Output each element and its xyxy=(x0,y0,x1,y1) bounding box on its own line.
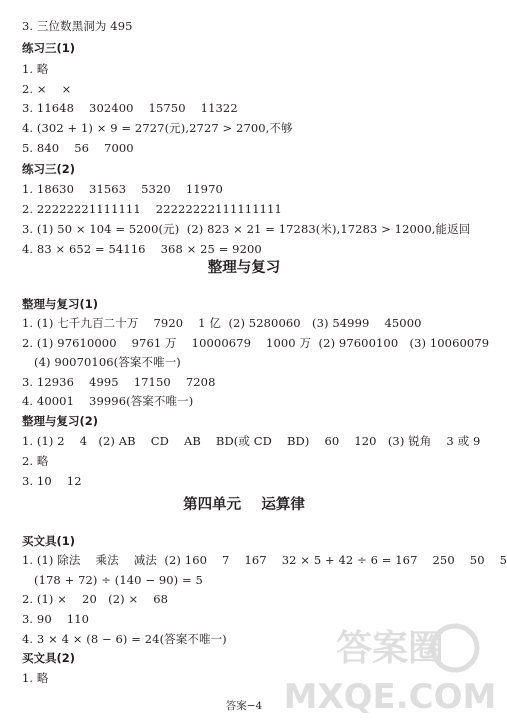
answer-line: 1. (1) 2 4 (2) AB CD AB BD(或 CD BD) 60 120 (3) 锐角 3 或 9 xyxy=(22,434,481,448)
answer-line: 4. 83 × 652 = 54116 368 × 25 = 9200 xyxy=(22,242,262,256)
watermark-brand: 答案圈 xyxy=(335,628,445,669)
exercise-heading: 练习三(2) xyxy=(22,162,76,176)
answer-line: 1. 18630 31563 5320 11970 xyxy=(22,182,223,196)
answer-line: 2. 22222221111111 22222222111111111 xyxy=(22,202,282,216)
answer-line: 2. (1) × 20 (2) × 68 xyxy=(22,592,169,606)
answer-line: 1. 略 xyxy=(22,671,49,685)
answer-line: 2. (1) 97610000 9761 万 10000679 1000 万 (2) 97600100 (3) 10060079 xyxy=(22,336,490,350)
answer-line: (4) 90070106(答案不唯一) xyxy=(34,355,181,369)
section-title: 整理与复习 xyxy=(207,260,281,276)
answer-line: 2. × × xyxy=(22,82,72,96)
answer-line: 5. 840 56 7000 xyxy=(22,141,134,155)
section-title: 第四单元 运算律 xyxy=(183,497,305,513)
answer-line: 4. 40001 39996(答案不唯一) xyxy=(22,394,194,408)
answer-line: 3. 10 12 xyxy=(22,474,82,488)
answer-line: 3. 90 110 xyxy=(22,612,90,626)
answer-line: 1. (1) 七千九百二十万 7920 1 亿 (2) 5280060 (3) 54999 45000 xyxy=(22,316,422,330)
page-footer: 答案−4 xyxy=(225,700,263,712)
watermark-logo xyxy=(283,618,497,718)
answer-line: 1. (1) 除法 乘法 减法 (2) 160 7 167 32 × 5 + 42 ÷ 6 = 167 250 50 5 xyxy=(22,553,507,567)
answer-line: (178 + 72) ÷ (140 − 90) = 5 xyxy=(34,573,203,587)
answer-line: 4. 3 × 4 × (8 − 6) = 24(答案不唯一) xyxy=(22,632,227,646)
answer-line: 3. 三位数黑洞为 495 xyxy=(22,19,133,33)
watermark-site: MXQE.COM xyxy=(283,677,497,717)
exercise-heading: 练习三(1) xyxy=(22,41,76,55)
answer-line: 2. 略 xyxy=(22,454,49,468)
answer-line: 3. 12936 4995 17150 7208 xyxy=(22,375,216,389)
exercise-heading: 整理与复习(2) xyxy=(22,414,99,428)
answer-line: 3. (1) 50 × 104 = 5200(元) (2) 823 × 21 = 17283(米),17283 > 12000,能返回 xyxy=(22,222,471,236)
exercise-heading: 买文具(2) xyxy=(22,651,76,665)
exercise-heading: 整理与复习(1) xyxy=(22,297,99,311)
answer-line: 1. 略 xyxy=(22,62,49,76)
answer-line: 4. (302 + 1) × 9 = 2727(元),2727 > 2700,不够 xyxy=(22,121,293,135)
answer-line: 3. 11648 302400 15750 11322 xyxy=(22,101,238,115)
exercise-heading: 买文具(1) xyxy=(22,534,76,548)
